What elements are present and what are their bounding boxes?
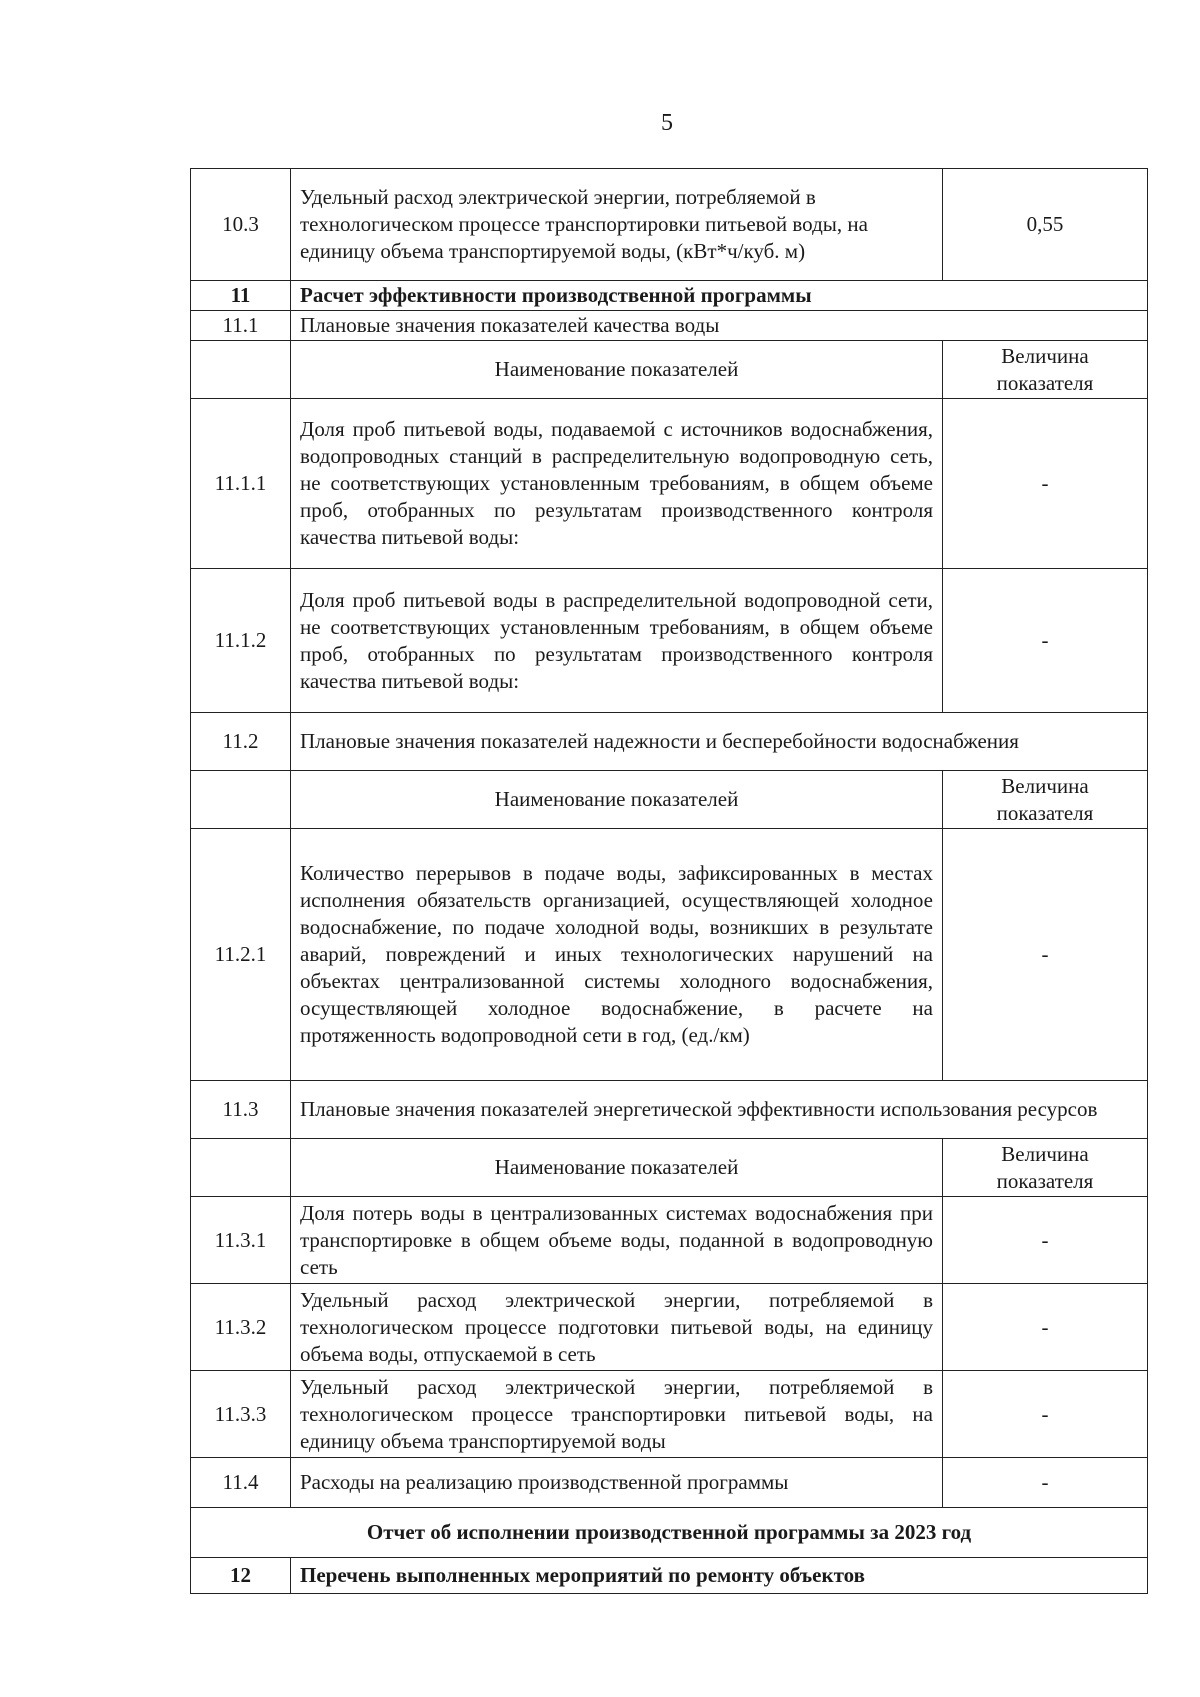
column-header-name: Наименование показателей: [291, 341, 943, 399]
table-row: [191, 1284, 1148, 1371]
indicators-table: [190, 168, 1148, 1594]
row-number: 11.4: [191, 1458, 291, 1508]
row-number: 11.3.1: [191, 1197, 291, 1284]
report-heading-row: [191, 1508, 1148, 1558]
column-header-name: Наименование показателей: [291, 771, 943, 829]
subsection-row: [191, 311, 1148, 341]
row-text: Удельный расход электрической энергии, потребляемой в технологическом процессе подготовки питьевой воды, на единицу объема воды, отпускаемой в сеть: [291, 1284, 943, 1371]
column-header-name: Наименование показателей: [291, 1139, 943, 1197]
row-value: -: [943, 1458, 1148, 1508]
row-value: -: [943, 1371, 1148, 1458]
row-number: 11.3.2: [191, 1284, 291, 1371]
column-header-value: Величина показателя: [943, 1139, 1148, 1197]
row-text: Расходы на реализацию производственной программы: [291, 1458, 943, 1508]
row-number: 11.3.3: [191, 1371, 291, 1458]
table-row: [191, 1197, 1148, 1284]
section-row: [191, 1558, 1148, 1594]
column-header-value: Величина показателя: [943, 341, 1148, 399]
column-header-row: [191, 341, 1148, 399]
row-value: -: [943, 569, 1148, 713]
row-number: 11.1.2: [191, 569, 291, 713]
row-value: -: [943, 829, 1148, 1081]
empty-cell: [191, 341, 291, 399]
subsection-number: 11.2: [191, 713, 291, 771]
section-title: Перечень выполненных мероприятий по ремонту объектов: [291, 1558, 1148, 1594]
row-number: 10.3: [191, 169, 291, 281]
row-text: Доля проб питьевой воды в распределительной водопроводной сети, не соответствующих установленным требованиям, в общем объеме проб, отобранных по результатам производственного контроля качества питьевой воды:: [291, 569, 943, 713]
subsection-title: Плановые значения показателей надежности и бесперебойности водоснабжения: [291, 713, 1148, 771]
row-text: Количество перерывов в подаче воды, зафиксированных в местах исполнения обязательств организацией, осуществляющей холодное водоснабжение, по подаче холодной воды, возникших в результате аварий, повреждений и иных технологических нарушений на объектах централизованной системы холодного водоснабжения, осуществляющей холодное водоснабжение, в расчете на протяженность водопроводной сети в год, (ед./км): [291, 829, 943, 1081]
subsection-row: [191, 1081, 1148, 1139]
subsection-number: 11.3: [191, 1081, 291, 1139]
column-header-row: [191, 1139, 1148, 1197]
empty-cell: [191, 771, 291, 829]
column-header-row: [191, 771, 1148, 829]
report-heading: Отчет об исполнении производственной программы за 2023 год: [191, 1508, 1148, 1558]
row-number: 11.1.1: [191, 399, 291, 569]
row-value: -: [943, 399, 1148, 569]
table-row: [191, 829, 1148, 1081]
section-title: Расчет эффективности производственной программы: [291, 281, 1148, 311]
row-value: 0,55: [943, 169, 1148, 281]
empty-cell: [191, 1139, 291, 1197]
row-value: -: [943, 1284, 1148, 1371]
subsection-number: 11.1: [191, 311, 291, 341]
section-row: [191, 281, 1148, 311]
row-value: -: [943, 1197, 1148, 1284]
row-text: Доля потерь воды в централизованных системах водоснабжения при транспортировке в общем объеме воды, поданной в водопроводную сеть: [291, 1197, 943, 1284]
table-row: [191, 569, 1148, 713]
row-text: Удельный расход электрической энергии, потребляемой в технологическом процессе транспортировки питьевой воды, на единицу объема транспортируемой воды: [291, 1371, 943, 1458]
table-row: [191, 1458, 1148, 1508]
table-row: [191, 1371, 1148, 1458]
row-text: Удельный расход электрической энергии, потребляемой в технологическом процессе транспортировки питьевой воды, на единицу объема транспортируемой воды, (кВт*ч/куб. м): [291, 169, 943, 281]
row-number: 11.2.1: [191, 829, 291, 1081]
section-number: 11: [191, 281, 291, 311]
row-text: Доля проб питьевой воды, подаваемой с источников водоснабжения, водопроводных станций в распределительную водопроводную сеть, не соответствующих установленным требованиям, в общем объеме проб, отобранных по результатам производственного контроля качества питьевой воды:: [291, 399, 943, 569]
subsection-title: Плановые значения показателей качества воды: [291, 311, 1148, 341]
column-header-value: Величина показателя: [943, 771, 1148, 829]
subsection-row: [191, 713, 1148, 771]
table-row: [191, 399, 1148, 569]
section-number: 12: [191, 1558, 291, 1594]
subsection-title: Плановые значения показателей энергетической эффективности использования ресурсов: [291, 1081, 1148, 1139]
page-number: 5: [661, 110, 673, 136]
table-row: [191, 169, 1148, 281]
